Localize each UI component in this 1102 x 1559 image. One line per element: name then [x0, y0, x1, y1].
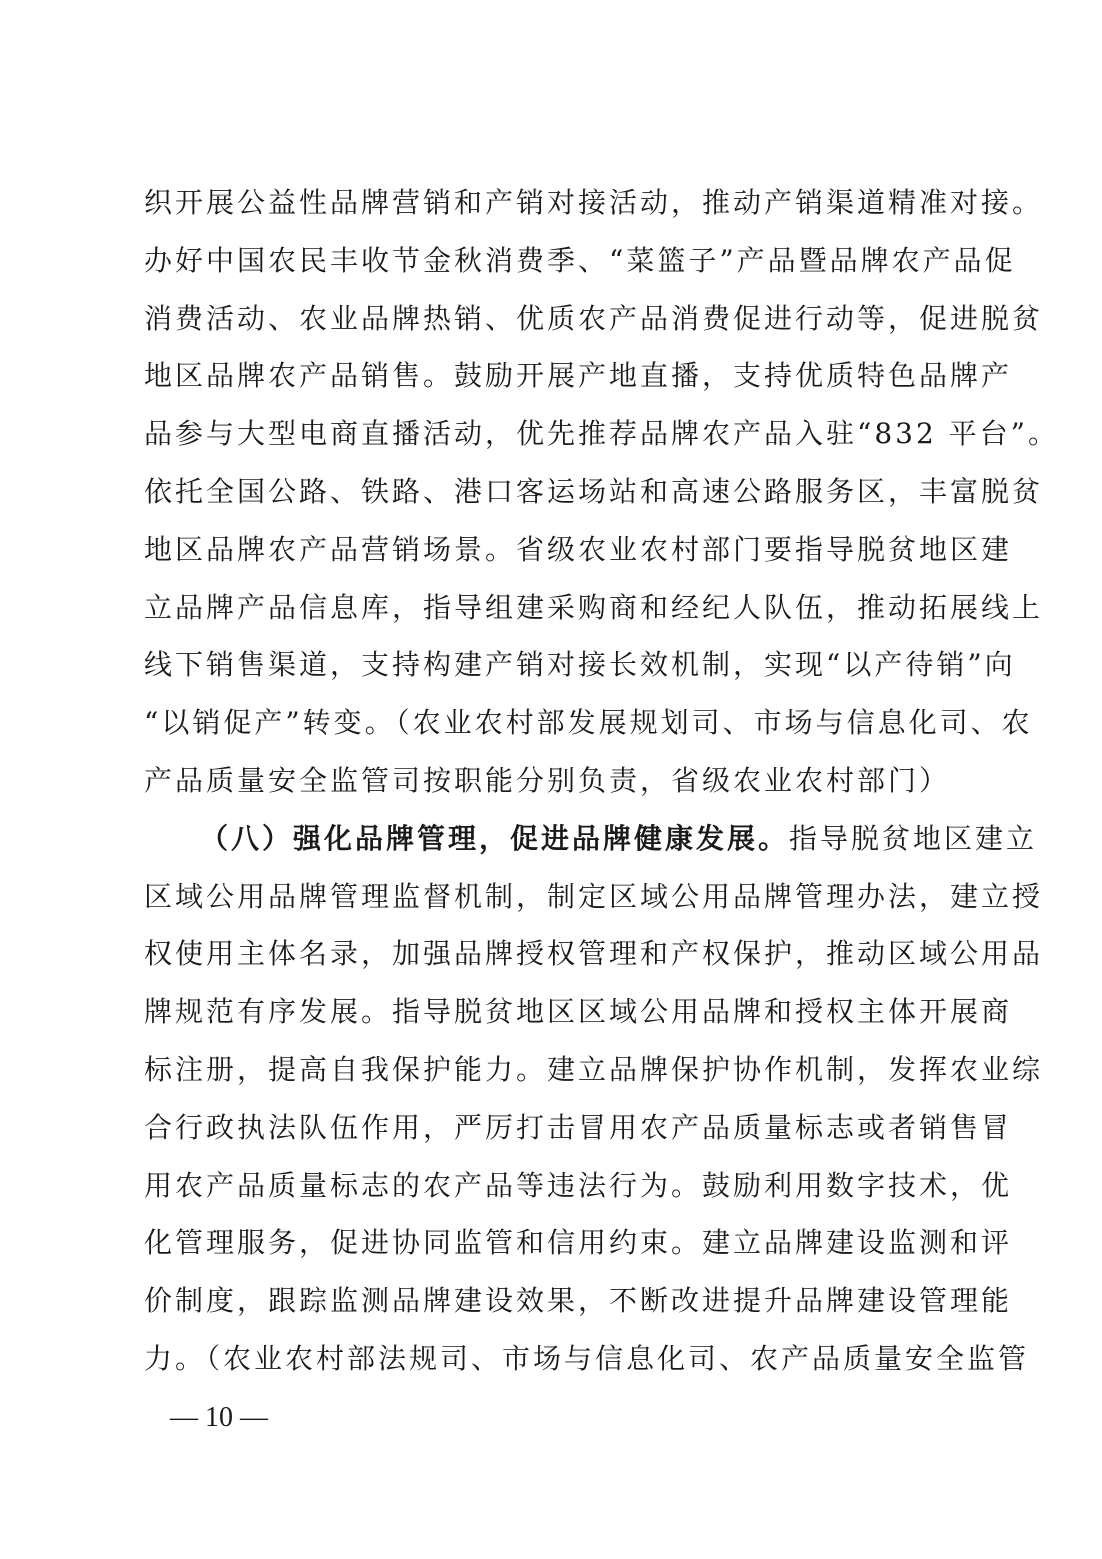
- text-line: 地区品牌农产品营销场景。省级农业农村部门要指导脱贫地区建: [144, 532, 1013, 566]
- text-segment: “以销促产”转变。: [144, 706, 396, 740]
- text-line: 立品牌产品信息库，指导组建采购商和经纪人队伍，推动拓展线上: [144, 590, 1044, 624]
- body-text: [144, 174, 1059, 1388]
- text-line: 区域公用品牌管理监督机制，制定区域公用品牌管理办法，建立授: [144, 879, 1044, 913]
- responsible-agencies: 产品质量安全监管司按职能分别负责，省级农业农村部门）: [144, 763, 951, 797]
- text-line: 办好中国农民丰收节金秋消费季、“菜篮子”产品暨品牌农产品促: [144, 243, 1016, 277]
- section-heading: （八）强化品牌管理，促进品牌健康发展。: [200, 821, 790, 855]
- text-line: 牌规范有序发展。指导脱贫地区区域公用品牌和授权主体开展商: [144, 995, 1013, 1029]
- text-line: 织开展公益性品牌营销和产销对接活动，推动产销渠道精准对接。: [144, 186, 1044, 219]
- text-line: 合行政执法队伍作用，严厉打击冒用农产品质量标志或者销售冒: [144, 1110, 1013, 1144]
- text-line: 标注册，提高自我保护能力。建立品牌保护协作机制，发挥农业综: [144, 1052, 1044, 1086]
- text-line: 消费活动、农业品牌热销、优质农产品消费促进行动等，促进脱贫: [144, 301, 1044, 335]
- text-line: 线下销售渠道，支持构建产销对接长效机制，实现“以产待销”向: [144, 648, 1016, 682]
- text-line: 价制度，跟踪监测品牌建设效果，不断改进提升品牌建设管理能: [144, 1284, 1013, 1318]
- text-segment: 指导脱贫地区建立: [789, 821, 1038, 855]
- text-segment: 力。: [144, 1341, 207, 1375]
- text-line: 用农产品质量标志的农产品等违法行为。鼓励利用数字技术，优: [144, 1168, 1013, 1202]
- text-line: 依托全国公路、铁路、港口客运场站和高速公路服务区，丰富脱贫: [144, 474, 1044, 508]
- responsible-agencies: （农业农村部发展规划司、市场与信息化司、农: [395, 706, 1033, 740]
- page-number: — 10 —: [170, 1402, 268, 1433]
- text-line: 品参与大型电商直播活动，优先推荐品牌农产品入驻“832 平台”。: [144, 417, 1059, 451]
- text-line: [144, 1330, 1030, 1388]
- responsible-agencies: （农业农村部法规司、市场与信息化司、农产品质量安全监管: [206, 1341, 1030, 1375]
- text-line: [144, 694, 1033, 752]
- text-line: 化管理服务，促进协同监管和信用约束。建立品牌建设监测和评: [144, 1226, 1013, 1260]
- text-line: [144, 810, 1038, 868]
- text-line: 地区品牌农产品销售。鼓励开展产地直播，支持优质特色品牌产: [144, 359, 1013, 393]
- text-line: 权使用主体名录，加强品牌授权管理和产权保护，推动区域公用品: [144, 937, 1044, 971]
